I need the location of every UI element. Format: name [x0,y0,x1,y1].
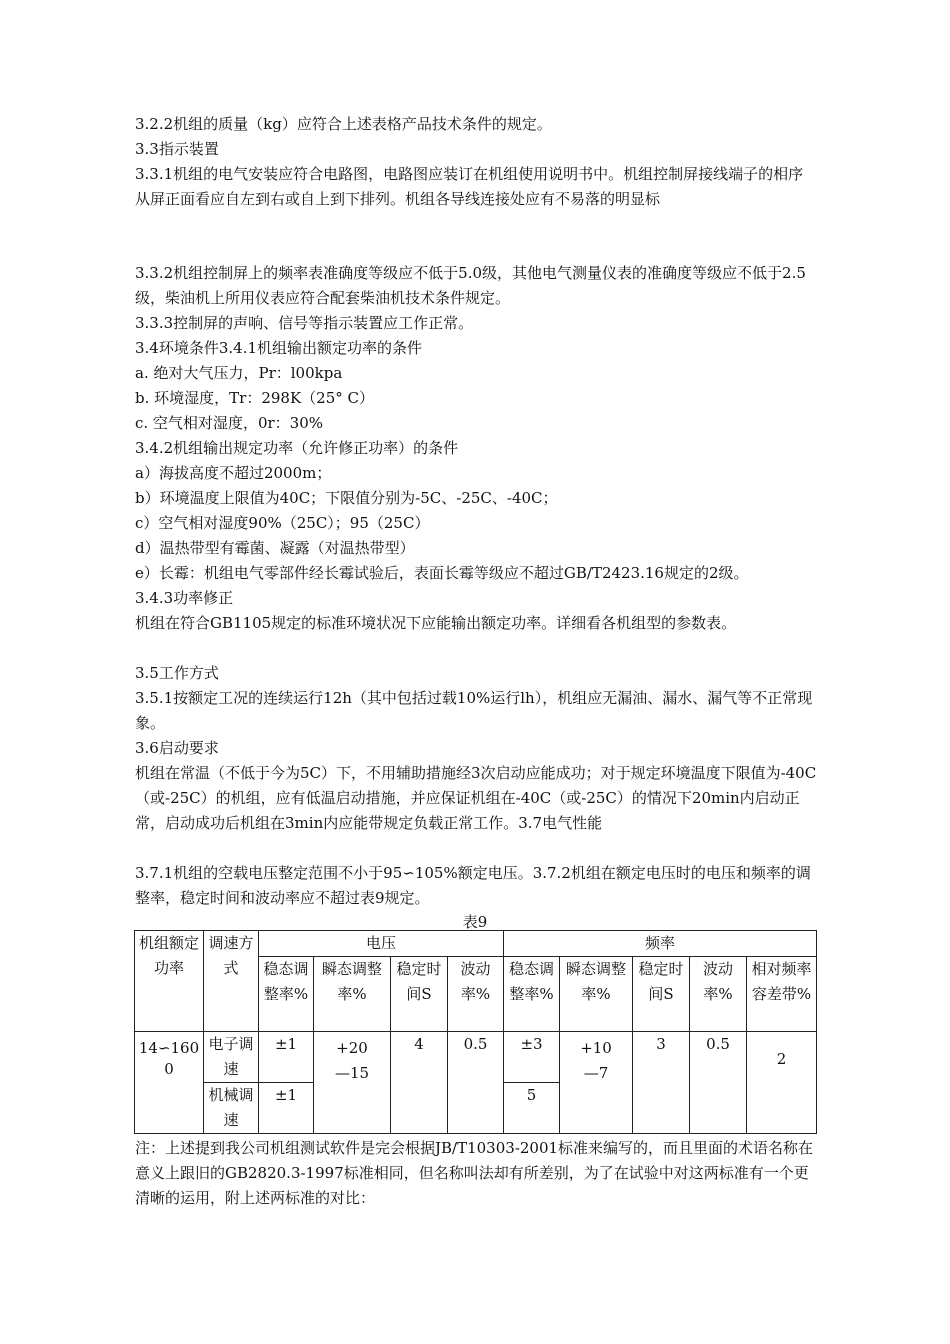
header-voltage-transient-rate: 瞬态调整率% [314,957,391,1032]
cell-frequency-time: 3 [633,1032,690,1134]
paragraph-3-2-2: 3.2.2机组的质量（kg）应符合上述表格产品技术条件的规定。 [135,115,552,133]
cell-frequency-fluctuation: 0.5 [690,1032,747,1134]
cell-frequency-steady-2: 5 [504,1083,560,1134]
cell-voltage-time: 4 [391,1032,448,1134]
header-rated-power: 机组额定功率 [135,931,204,1032]
cell-voltage-fluctuation: 0.5 [448,1032,504,1134]
paragraph-3-7-1: 3.7.1机组的空载电压整定范围不小于95∽105%额定电压。3.7.2机组在额定电压时的电压和频率的调整率，稳定时间和波动率应不超过表9规定。 [135,864,811,907]
header-voltage-steady-rate: 稳态调整率% [259,957,314,1032]
paragraph-startup: 机组在常温（不低于今为5C）下，不用辅助措施经3次启动应能成功；对于规定环境温度下限值为-40C（或-25C）的机组，应有低温启动措施，并应保证机组在-40C（或-25C）的情况下20min内启动正常，启动成功后机组在3min内应能带规定负载正常工作。3.7电气性能 [135,764,817,832]
item-d: d）温热带型有霉菌、凝露（对温热带型） [135,539,415,557]
cell-frequency-transient [560,1032,633,1134]
condition-a: a. 绝对大气压力，Pr：l00kpa [135,364,343,382]
cell-voltage-steady-2: ±1 [259,1083,314,1134]
cell-voltage-steady-1: ±1 [259,1032,314,1083]
cell-frequency-band: 2 [747,1032,817,1134]
cell-frequency-steady-1: ±3 [504,1032,560,1083]
header-speed-mode: 调速方式 [204,931,259,1032]
table-caption: 表9 [462,913,488,931]
header-frequency: 频率 [504,931,817,957]
cell-mode-mechanical: 机械调速 [204,1083,259,1134]
cell-mode-electronic: 电子调速 [204,1032,259,1083]
paragraph-3-3-2: 3.3.2机组控制屏上的频率表准确度等级应不低于5.0级，其他电气测量仪表的准确度等级应不低于2.5级，柴油机上所用仪表应符合配套柴油机技术条件规定。 [135,264,806,307]
condition-c: c. 空气相对湿度，0r：30% [135,414,323,432]
item-e: e）长霉：机组电气零部件经长霉试验后，表面长霉等级应不超过GB/T2423.16规定的2级。 [135,564,749,582]
cell-frequency-transient-upper: +10 [580,1039,612,1057]
header-relative-frequency-band: 相对频率容差带% [747,957,817,1032]
footnote: 注：上述提到我公司机组测试软件是完会根据JB/T10303-2001标准来编写的，而且里面的术语名称在意义上跟旧的GB2820.3-1997标准相同，但名称叫法却有所差别，为了在试验中对这两标准有一个更清晰的运用，附上述两标准的对比： [135,1139,814,1207]
item-a: a）海拔高度不超过2000m； [135,464,332,482]
header-frequency-steady-rate: 稳态调整率% [504,957,560,1032]
header-voltage: 电压 [259,931,504,957]
cell-voltage-transient-lower: —15 [334,1064,370,1082]
header-frequency-settling-time: 稳定时间S [633,957,690,1032]
paragraph-power-correction: 机组在符合GB1105规定的标准环境状况下应能输出额定功率。详细看各机组型的参数表。 [135,614,737,632]
paragraph-3-5-1: 3.5.1按额定工况的连续运行12h（其中包括过载10%运行lh），机组应无漏油、漏水、漏气等不正常现象。 [135,689,813,732]
heading-3-4-3: 3.4.3功率修正 [135,589,234,607]
header-voltage-fluctuation: 波动率% [448,957,504,1032]
item-b: b）环境温度上限值为40C；下限值分别为-5C、-25C、-40C； [135,489,558,507]
cell-voltage-transient-upper: +20 [336,1039,368,1057]
header-frequency-transient-rate: 瞬态调整率% [560,957,633,1032]
cell-frequency-transient-lower: —7 [583,1064,609,1082]
heading-3-5: 3.5工作方式 [135,664,219,682]
header-voltage-settling-time: 稳定时间S [391,957,448,1032]
heading-3-6: 3.6启动要求 [135,739,219,757]
condition-b: b. 环境湿度，Tr：298K（25° C） [135,389,374,407]
heading-3-4: 3.4环境条件3.4.1机组输出额定功率的条件 [135,339,423,357]
spec-table [134,930,817,1134]
heading-3-3: 3.3指示装置 [135,140,219,158]
cell-rated-power: 14∽1600 [135,1032,204,1134]
cell-voltage-transient [314,1032,391,1134]
paragraph-3-4-2: 3.4.2机组输出规定功率（允许修正功率）的条件 [135,439,459,457]
paragraph-3-3-1: 3.3.1机组的电气安装应符合电路图，电路图应装订在机组使用说明书中。机组控制屏接线端子的相序从屏正面看应自左到右或自上到下排列。机组各导线连接处应有不易落的明显标 [135,165,804,208]
item-c: c）空气相对湿度90%（25C）；95（25C） [135,514,430,532]
paragraph-3-3-3: 3.3.3控制屏的声响、信号等指示装置应工作正常。 [135,314,474,332]
header-frequency-fluctuation: 波动率% [690,957,747,1032]
